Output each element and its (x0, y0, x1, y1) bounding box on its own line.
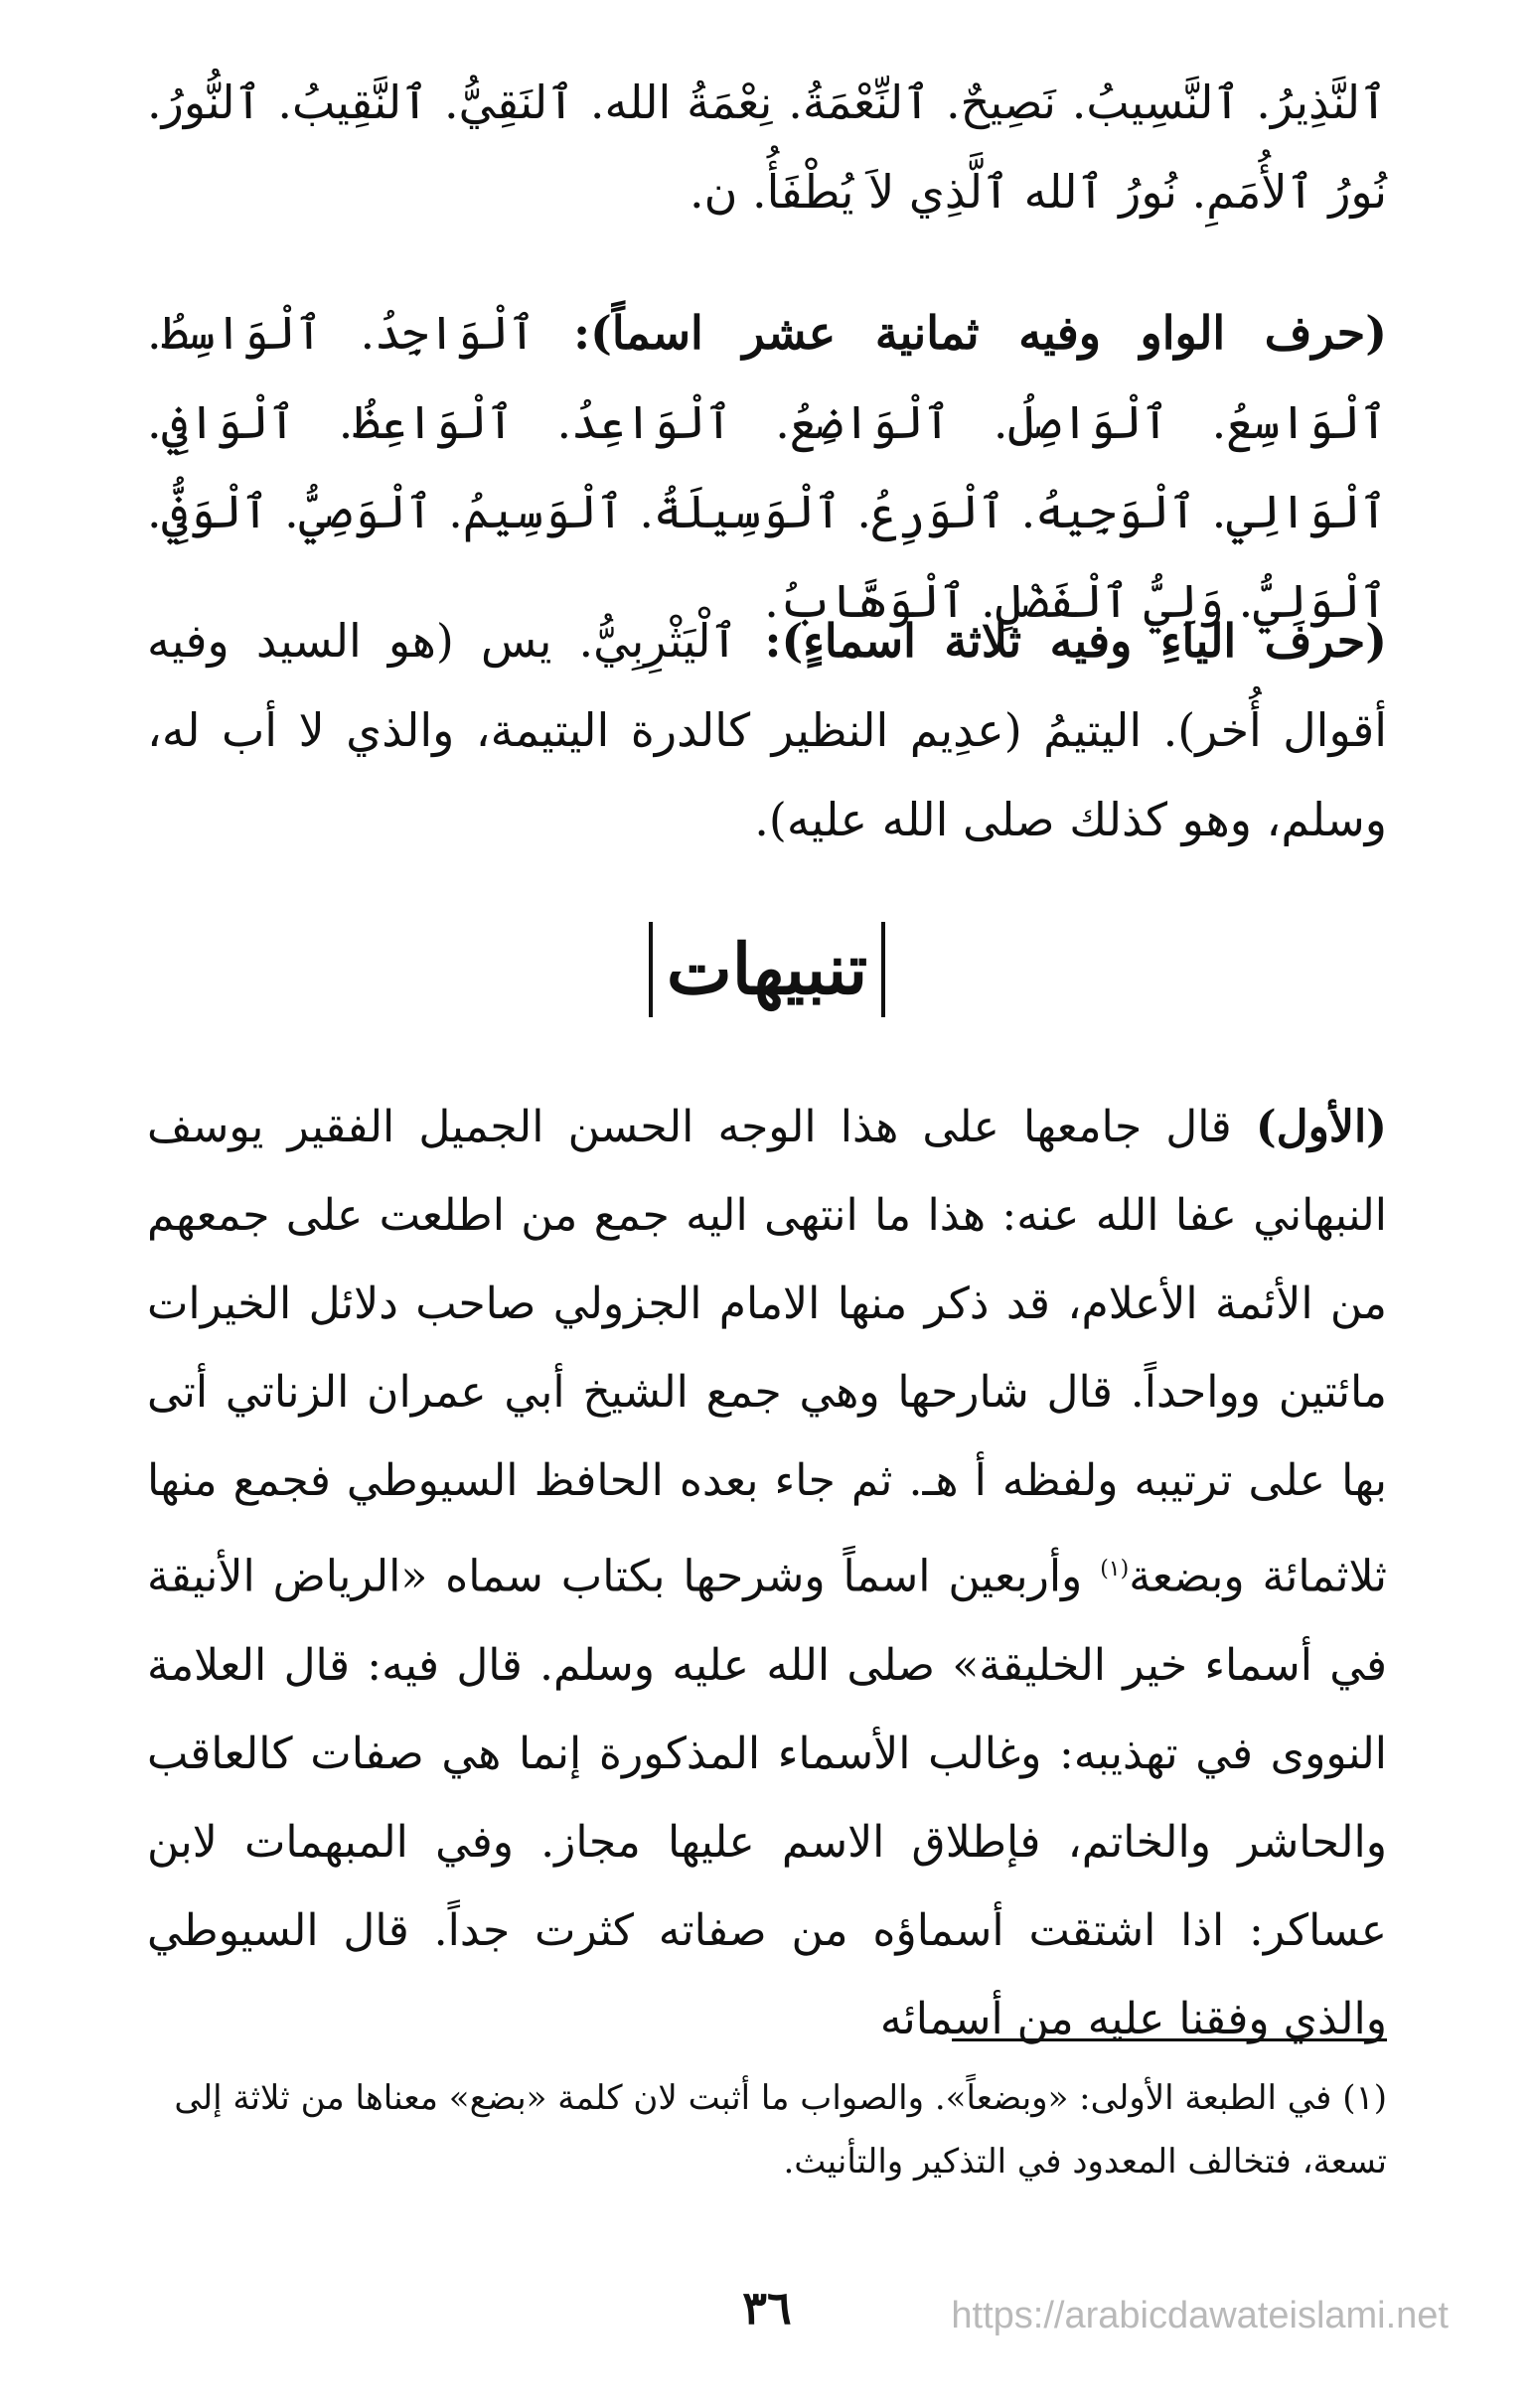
page-number: ٣٦ (742, 2281, 792, 2334)
paragraph-waw-names (147, 288, 1387, 646)
footnote: (١) في الطبعة الأولى: «وبضعاً». والصواب ما أثبت لان كلمة «بضع» معناها من ثلاثة إلى تسعة، فتخالف المعدود في التذكير والتأنيث. (174, 2078, 1387, 2182)
paragraph-first-note (147, 1083, 1387, 2063)
first-note-text: قال جامعها على هذا الوجه الحسن الجميل الفقير يوسف النبهاني عفا الله عنه: هذا ما انتهى اليه جمع من اطلعت على جمعهم من الأئمة الأعلام، قد ذكر منها الامام الجزولي صاحب دلائل الخيرات مائتين وواحداً. قال شارحها وهي جمع الشيخ أبي عمران الزناتي أتى بها على ترتيبه ولفظه أ هـ. ثم جاء بعده الحافظ السيوطي فجمع منها ثلاثمائة وبضعة (147, 1102, 1387, 1602)
footnote-divider (952, 2038, 1387, 2041)
footnote-reference: (١) (1100, 1557, 1130, 1581)
paragraph-nun-names (147, 58, 1387, 236)
paragraph-ya-names (147, 596, 1387, 864)
watermark-url: https://arabicdawateislami.net (951, 2295, 1449, 2336)
nun-names-text: ٱلنَّذِيرُ. ٱلنَّسِيبُ. نَصِيحٌ. ٱلنِّعْمَةُ. نِعْمَةُ الله. ٱلنَقِيُّ. ٱلنَّقِيبُ. ٱلنُّورُ. نُورُ ٱلأُمَمِ. نُورُ ٱلله ٱلَّذِي لاَ يُطْفَأُ. ن. (147, 75, 1387, 219)
ya-names-text: ٱلْيَثْرِبِيُّ. يس (هو السيد وفيه أقوال أُخر). اليتيمُ (عدِيم النظير كالدرة اليتيمة، والذي لا أب له، وسلم، وهو كذلك صلى الله عليه). (147, 614, 1387, 846)
section-heading-container (0, 922, 1534, 1017)
waw-names-text: ٱلْوَاجِدُ. ٱلْوَاسِطُ. ٱلْوَاسِعُ. ٱلْوَاصِلُ. ٱلْوَاضِعُ. ٱلْوَاعِدُ. ٱلْوَاعِظُ. ٱلْوَافِي. ٱلْوَالِي. ٱلْوَجِيهُ. ٱلْوَرِعُ. ٱلْوَسِيلَةُ. ٱلْوَسِيمُ. ٱلْوَصِيُّ. ٱلْوَفِيُّ. ٱلْوَلِيُّ. وَلِيُّ ٱلْفَضْلِ. ٱلْوَهَّابُ. (147, 306, 1387, 628)
ya-section-label: (حرف الياءِ وفيه ثلاثة اسماءٍ): (764, 614, 1387, 668)
section-heading: تنبيهات (649, 922, 885, 1017)
first-note-label: (الأول) (1255, 1102, 1387, 1152)
waw-section-label: (حرف الواو وفيه ثمانية عشر اسماً): (573, 306, 1387, 360)
first-note-text-continued: وأربعين اسماً وشرحها بكتاب سماه «الرياض الأنيقة في أسماء خير الخليقة» صلى الله عليه وسلم. قال فيه: قال العلامة النووى في تهذيبه: وغالب الأسماء المذكورة إنما هي صفات كالعاقب والحاشر والخاتم، فإطلاق الاسم عليها مجاز. وفي المبهمات لابن عساكر: اذا اشتقت أسماؤه من صفاته كثرت جداً. قال السيوطي والذي وفقنا عليه من أسمائه (147, 1551, 1387, 2044)
